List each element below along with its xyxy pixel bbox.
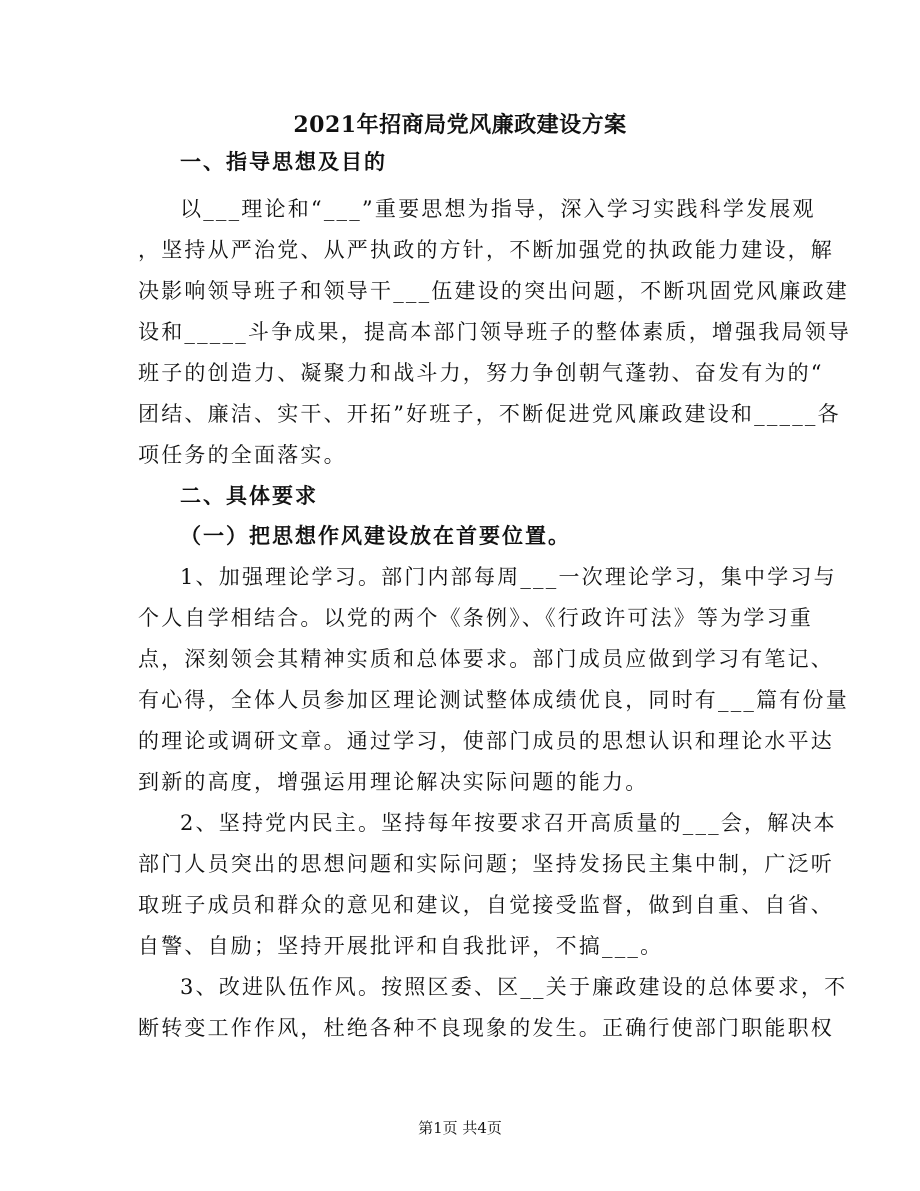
paragraph-line: 1、加强理论学习。部门内部每周___一次理论学习，集中学习与 [180,565,837,589]
paragraph-line: 决影响领导班子和领导干___伍建设的突出问题，不断巩固党风廉政建 [138,279,849,303]
paragraph-line: ，坚持从严治党、从严执政的方针，不断加强党的执政能力建设，解 [138,238,834,262]
section-heading-1: 一、指导思想及目的 [180,149,387,174]
section-heading-2: 二、具体要求 [180,483,318,508]
paragraph-line: 团结、廉洁、实干、开拓”好班子，不断促进党风廉政建设和_____各 [138,402,841,426]
subsection-heading: （一）把思想作风建设放在首要位置。 [180,523,571,548]
paragraph-line: 有心得，全体人员参加区理论测试整体成绩优良，同时有___篇有份量 [138,688,849,712]
page-footer: 第1页 共4页 [418,1119,502,1137]
paragraph-line: 断转变工作作风，杜绝各种不良现象的发生。正确行使部门职能职权 [138,1016,834,1040]
paragraph-line: 以___理论和“___”重要思想为指导，深入学习实践科学发展观 [180,197,816,221]
paragraph-line: 自警、自励；坚持开展批评和自我批评，不搞___。 [138,934,664,958]
paragraph-line: 设和_____斗争成果，提高本部门领导班子的整体素质，增强我局领导 [138,320,852,344]
paragraph-line: 部门人员突出的思想问题和实际问题；坚持发扬民主集中制，广泛听 [138,852,834,876]
document-title: 2021年招商局党风廉政建设方案 [293,112,627,138]
paragraph-line: 项任务的全面落实。 [138,443,347,467]
paragraph-line: 的理论或调研文章。通过学习，使部门成员的思想认识和理论水平达 [138,729,834,753]
paragraph-line: 班子的创造力、凝聚力和战斗力，努力争创朝气蓬勃、奋发有为的“ [138,361,824,385]
paragraph-line: 到新的高度，增强运用理论解决实际问题的能力。 [138,770,649,794]
paragraph-line: 取班子成员和群众的意见和建议，自觉接受监督，做到自重、自省、 [138,893,834,917]
paragraph-line: 点，深刻领会其精神实质和总体要求。部门成员应做到学习有笔记、 [138,647,834,671]
paragraph-line: 2、坚持党内民主。坚持每年按要求召开高质量的___会，解决本 [180,811,837,835]
paragraph-line: 个人自学相结合。以党的两个《条例》、《行政许可法》等为学习重 [138,606,813,630]
paragraph-line: 3、改进队伍作风。按照区委、区__关于廉政建设的总体要求，不 [180,975,848,999]
